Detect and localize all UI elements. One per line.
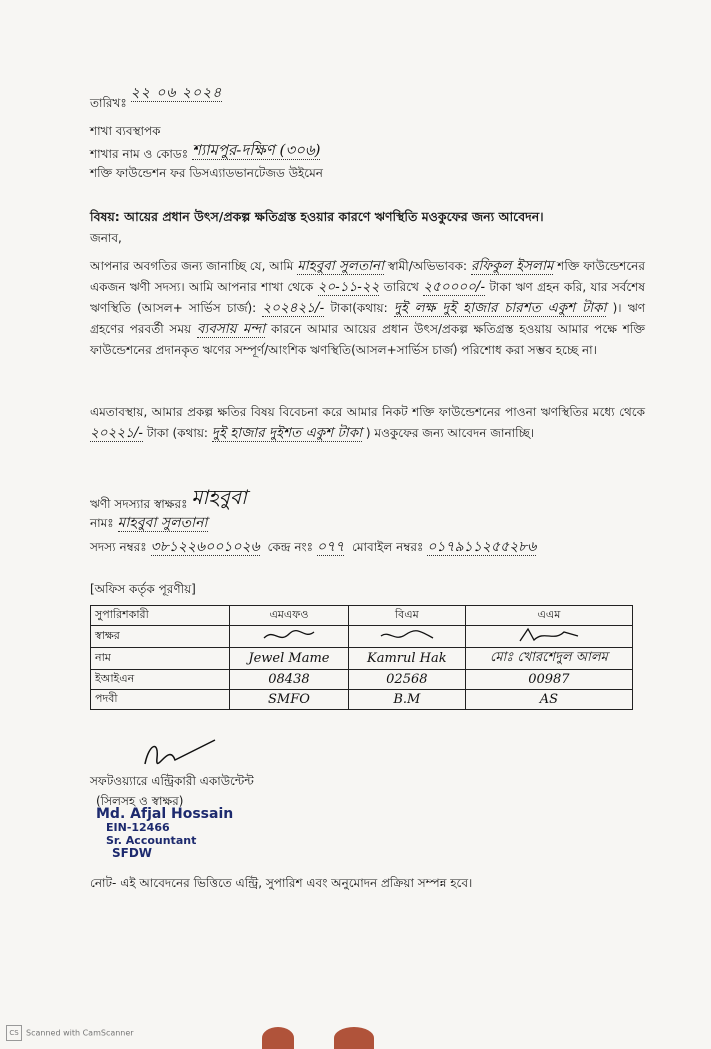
paragraph-1 — [90, 256, 645, 361]
member-name-line — [90, 516, 208, 531]
loan-date: ২০-১১-২২ — [317, 279, 380, 295]
para1-text-2: স্বামী/অভিভাবক: — [387, 259, 468, 273]
loan-amount: ২৫০০০০/- — [423, 279, 486, 295]
signature-scribble-icon — [377, 626, 437, 644]
table-row — [91, 670, 633, 690]
balance-in-words: দুই লক্ষ দুই হাজার চারশত একুশ টাকা — [393, 300, 607, 316]
watermark-text: Scanned with CamScanner — [26, 1028, 134, 1038]
date-value: ২২ ০৬ ২০২৪ — [130, 85, 223, 101]
stamp-name: Md. Afjal Hossain — [96, 806, 234, 822]
para2-text-1: এমতাবস্থায়, আমার প্রকল্প ক্ষতির বিষয় বিবেচনা করে আমার নিকট শক্তি ফাউন্ডেশনের পাওনা ঋণস্থিতির মধ্যে থেকে — [90, 405, 645, 419]
bm-designation: B.M — [348, 690, 465, 710]
applicant-name: মাহবুবা সুলতানা — [297, 258, 384, 274]
date-line — [90, 85, 223, 111]
para1-text-3: শক্তি ফাউন্ডেশনের একজন ঋণী সদস্য। আমি আপনার শাখা থেকে — [90, 259, 645, 294]
organization-name: শক্তি ফাউন্ডেশন ফর ডিসএ্যাডভানটেজড উইমেন — [90, 166, 323, 180]
scan-artifact — [262, 1027, 294, 1049]
accountant-title: সফটওয়্যারে এন্ট্রিকারী একাউন্টেন্ট — [90, 774, 254, 788]
bm-name: Kamrul Hak — [348, 648, 465, 670]
member-id-line — [90, 540, 536, 555]
signature-scribble-icon — [259, 626, 319, 644]
table-header-cell: এমএফও — [230, 606, 349, 626]
para1-text-7: )। ঋণ গ্রহণের পরবর্তী সময় — [90, 301, 645, 336]
signature-scribble-icon — [514, 626, 584, 644]
stamp-org: SFDW — [112, 846, 153, 860]
para1-text-1: আপনার অবগতির জন্য জানাচ্ছি যে, আমি — [90, 259, 294, 273]
recommendation-table — [90, 605, 633, 710]
row-label: নাম — [91, 648, 230, 670]
salutation: জনাব, — [90, 231, 122, 245]
mfo-signature — [230, 626, 349, 648]
am-name: মোঃ খোরশেদুল আলম — [465, 648, 632, 670]
table-header-cell: সুপারিশকারী — [91, 606, 230, 626]
guardian-name: রফিকুল ইসলাম — [470, 258, 554, 274]
row-label: পদবী — [91, 690, 230, 710]
office-heading: [অফিস কর্তৃক পূরণীয়] — [90, 582, 196, 596]
para1-text-6: টাকা(কথায়: — [330, 301, 388, 315]
loan-balance: ২০২৪২১/- — [262, 300, 325, 316]
member-signature: মাহবুবা — [191, 485, 247, 509]
mobile-number: ০১৭৯১১২৫৫২৮৬ — [427, 539, 537, 555]
accountant-seal-note: (সিলসহ ও স্বাক্ষর) — [96, 794, 184, 808]
para1-text-8: কারনে আমার আয়ের প্রধান উৎস/প্রকল্প ক্ষতিগ্রস্ত হওয়ায় আমার পক্ষে শক্তি ফাউন্ডেশনের প্রদানকৃত ঋণের সম্পূর্ণ/আংশিক ঋণস্থিতি(আসল+সার্ভিস চার্জ) পরিশোধ করা সম্ভব হচ্ছে না। — [90, 322, 645, 357]
member-name: মাহবুবা সুলতানা — [117, 515, 208, 531]
addressee-title: শাখা ব্যবস্থাপক — [90, 124, 161, 138]
para2-text-2: টাকা (কথায়: — [146, 426, 208, 440]
table-row — [91, 648, 633, 670]
member-id: ৩৮১২২৬০০১০২৬ — [150, 539, 260, 555]
table-row — [91, 690, 633, 710]
scanner-watermark — [6, 1025, 134, 1041]
table-header-row — [91, 606, 633, 626]
member-name-label: নামঃ — [90, 516, 114, 530]
row-label: ইআইএন — [91, 670, 230, 690]
table-row — [91, 626, 633, 648]
member-signature-line — [90, 485, 247, 512]
camscanner-logo-icon: CS — [6, 1025, 22, 1041]
center-number: ০৭৭ — [316, 539, 345, 555]
branch-label: শাখার নাম ও কোডঃ — [90, 147, 189, 161]
date-label: তারিখঃ — [90, 96, 127, 110]
table-header-cell: বিএম — [348, 606, 465, 626]
subject-line: বিষয়: আয়ের প্রধান উৎস/প্রকল্প ক্ষতিগ্রস্ত হওয়ার কারণে ঋণস্থিতি মওকুফের জন্য আবেদন। — [90, 209, 544, 224]
scan-artifact — [334, 1027, 374, 1049]
mfo-designation: SMFO — [230, 690, 349, 710]
bm-signature — [348, 626, 465, 648]
mobile-label: মোবাইল নম্বরঃ — [352, 540, 424, 554]
paragraph-2 — [90, 402, 645, 444]
accountant-stamp — [96, 808, 233, 860]
accountant-signature-icon — [135, 734, 225, 776]
waiver-amount: ২০২২১/- — [90, 425, 143, 441]
center-label: কেন্দ্র নংঃ — [267, 540, 314, 554]
para1-text-5: টাকা ঋণ গ্রহন করি, যার সর্বশেষ ঋণস্থিতি (আসল+ সার্ভিস চার্জ): — [90, 280, 645, 315]
stamp-ein: EIN-12466 — [106, 821, 170, 834]
row-label: স্বাক্ষর — [91, 626, 230, 648]
bm-ein: 02568 — [348, 670, 465, 690]
mfo-ein: 08438 — [230, 670, 349, 690]
stamp-title: Sr. Accountant — [106, 834, 197, 847]
note-line: নোট- এই আবেদনের ভিত্তিতে এন্ট্রি, সুপারিশ এবং অনুমোদন প্রক্রিয়া সম্পন্ন হবে। — [90, 876, 473, 890]
branch-line — [90, 141, 321, 162]
waiver-in-words: দুই হাজার দুইশত একুশ টাকা — [211, 425, 363, 441]
am-designation: AS — [465, 690, 632, 710]
para1-text-4: তারিখে — [383, 280, 419, 294]
table-header-cell: এএম — [465, 606, 632, 626]
para2-text-3: ) মওকুফের জন্য আবেদন জানাচ্ছি। — [365, 426, 535, 440]
loss-reason: ব্যবসায় মন্দা — [196, 321, 266, 337]
mfo-name: Jewel Mame — [230, 648, 349, 670]
branch-value: শ্যামপুর-দক্ষিণ (৩০৬) — [191, 141, 321, 159]
am-ein: 00987 — [465, 670, 632, 690]
member-signature-label: ঋণী সদস্যার স্বাক্ষরঃ — [90, 497, 188, 511]
am-signature — [465, 626, 632, 648]
member-id-label: সদস্য নম্বরঃ — [90, 540, 147, 554]
